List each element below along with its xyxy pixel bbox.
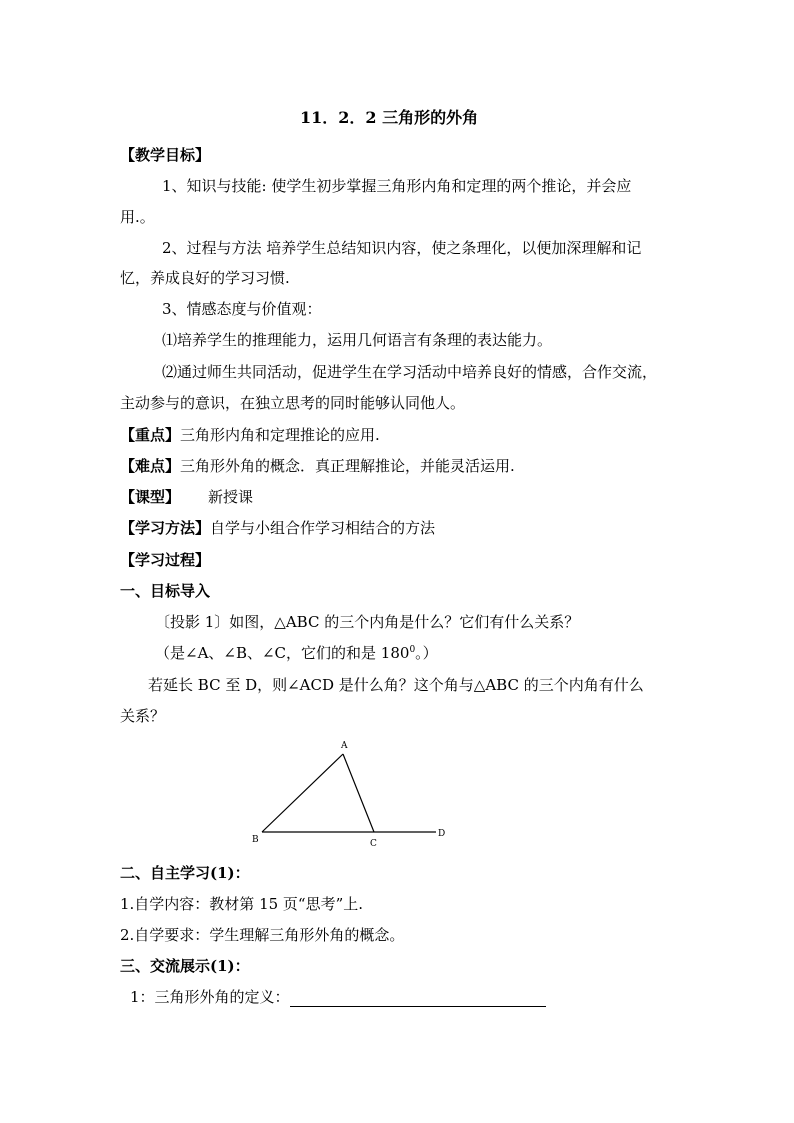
objective-2-line-2: 忆，养成良好的学习习惯.	[120, 269, 290, 287]
objectives-heading: 【教学目标】	[120, 146, 211, 164]
key-point-row	[120, 425, 380, 445]
section-1-heading: 一、目标导入	[120, 582, 211, 600]
lesson-type-text: 新授课	[208, 488, 254, 506]
objective-2-line-1: 2、过程与方法 培养学生总结知识内容，使之条理化，以便加深理解和记	[162, 239, 642, 257]
process-heading: 【学习过程】	[120, 551, 211, 569]
section-1-p2-text: （是∠A、∠B、∠C，它们的和是 180	[155, 644, 410, 662]
method-label: 【学习方法】	[120, 519, 211, 537]
difficulty-text: 三角形外角的概念．真正理解推论，并能灵活运用.	[180, 457, 515, 475]
triangle-figure	[250, 735, 450, 850]
section-3-heading: 三、交流展示(1)：	[120, 957, 250, 975]
section-3-item-1	[130, 987, 546, 1007]
section-2-item-1: 1.自学内容：教材第 15 页“思考”上.	[120, 895, 364, 913]
side-ab	[262, 754, 343, 832]
method-text: 自学与小组合作学习相结合的方法	[210, 519, 436, 537]
objective-3b-line-2: 主动参与的意识，在独立思考的同时能够认同他人。	[120, 394, 466, 412]
label-a: A	[341, 741, 348, 751]
section-1-p3-line-2: 关系？	[120, 707, 166, 725]
label-b: B	[252, 835, 259, 845]
definition-prompt: 1：三角形外角的定义：	[130, 988, 290, 1006]
objective-1-line-1: 1、知识与技能: 使学生初步掌握三角形内角和定理的两个推论，并会应	[162, 177, 632, 195]
section-1-p2-end: 。）	[415, 644, 438, 662]
lesson-type-label: 【课型】	[120, 488, 181, 506]
objective-1-line-2: 用.。	[120, 208, 155, 226]
key-point-label: 【重点】	[120, 426, 181, 444]
section-1-p2	[155, 643, 438, 663]
page-title: 11．2．2 三角形的外角	[300, 108, 479, 127]
side-ac	[343, 754, 374, 832]
objective-3a: ⑴培养学生的推理能力，运用几何语言有条理的表达能力。	[162, 331, 553, 349]
difficulty-label: 【难点】	[120, 457, 181, 475]
key-point-text: 三角形内角和定理推论的应用.	[180, 426, 380, 444]
section-2-item-2: 2.自学要求：学生理解三角形外角的概念。	[120, 926, 405, 944]
difficulty-row	[120, 456, 515, 476]
definition-blank[interactable]	[290, 992, 546, 1007]
label-c: C	[370, 839, 377, 849]
degree-superscript: 0	[409, 645, 416, 655]
section-1-p3-line-1: 若延长 BC 至 D，则∠ACD 是什么角？这个角与△ABC 的三个内角有什么	[148, 676, 644, 694]
section-1-p1: 〔投影 1〕如图，△ABC 的三个内角是什么？它们有什么关系？	[155, 613, 580, 631]
method-row	[120, 518, 435, 538]
label-d: D	[438, 829, 446, 839]
lesson-type-row	[120, 487, 253, 507]
objective-3: 3、情感态度与价值观：	[162, 300, 322, 318]
section-2-heading: 二、自主学习(1)：	[120, 864, 250, 882]
objective-3b-line-1: ⑵通过师生共同活动，促进学生在学习活动中培养良好的情感，合作交流，	[162, 363, 658, 381]
